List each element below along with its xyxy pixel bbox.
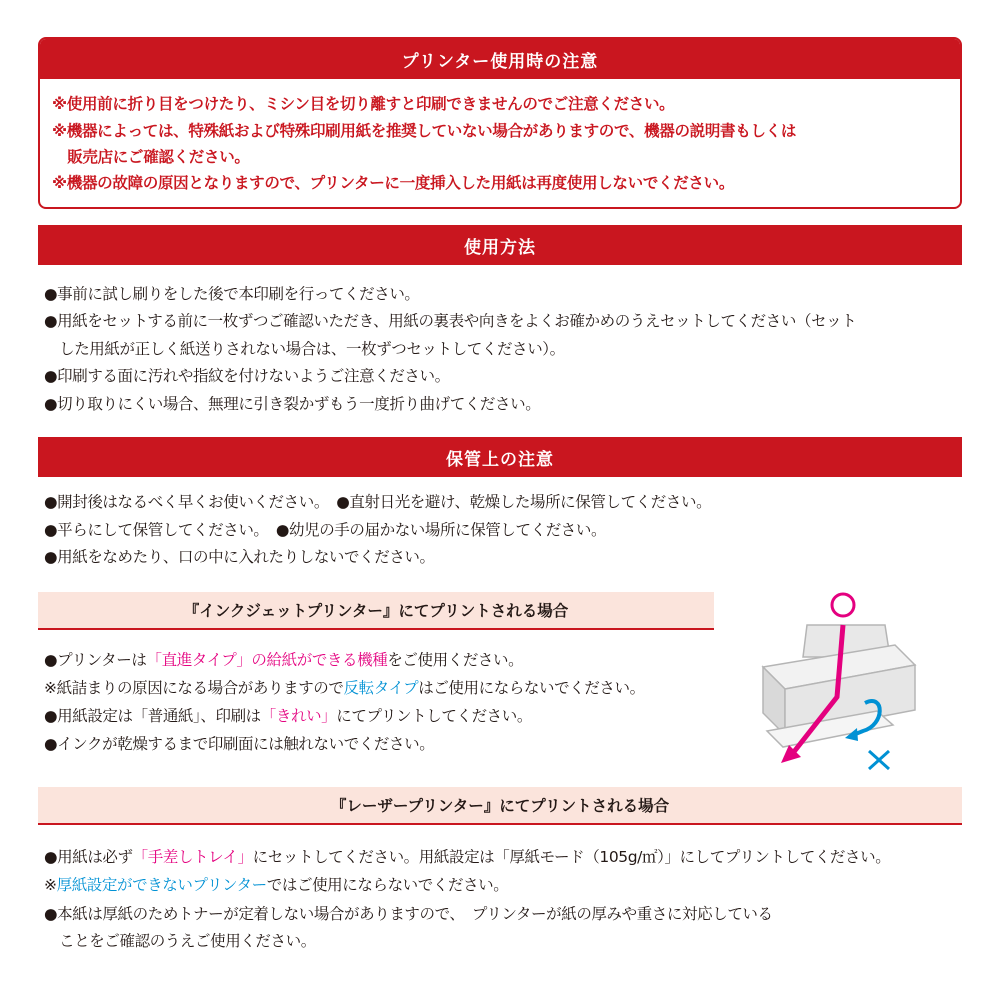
storage-line: ●平らにして保管してください。 ●幼児の手の届かない場所に保管してください。 <box>44 521 607 539</box>
usage-line: ●用紙をセットする前に一枚ずつご確認いただき、用紙の裏表や向きをよくお確かめのうえセットしてください（セット <box>44 312 857 330</box>
cross-ng-icon <box>869 751 889 769</box>
laser-line-3: ●本紙は厚紙のためトナーが定着しない場合がありますので、 プリンターが紙の厚みや重さに対応している <box>44 905 773 923</box>
laser-line-1-a: ●用紙は必ず <box>44 848 133 866</box>
inkjet-line-1-b: 「直進タイプ」の給紙ができる機種 <box>146 651 388 669</box>
usage-line: ●印刷する面に汚れや指紋を付けないようご注意ください。 <box>44 367 450 385</box>
laser-line-2-c: ではご使用にならないでください。 <box>266 876 509 894</box>
inkjet-line-2-b: 反転タイプ <box>343 679 419 697</box>
inkjet-line-2-a: ※紙詰まりの原因になる場合がありますので <box>44 679 344 697</box>
inkjet-line-1-c: をご使用ください。 <box>387 651 524 669</box>
caution-line: ※使用前に折り目をつけたり、ミシン目を切り離すと印刷できませんのでご注意ください。 <box>52 95 675 113</box>
caution-box <box>38 37 962 209</box>
usage-line: した用紙が正しく紙送りされない場合は、一枚ずつセットしてください）。 <box>44 340 565 358</box>
caution-line: ※機器の故障の原因となりますので、プリンターに一度挿入した用紙は再度使用しないでください。 <box>52 174 735 192</box>
laser-line-1-b: 「手差しトレイ」 <box>132 848 253 866</box>
inkjet-line-3-b: 「きれい」 <box>260 707 337 725</box>
inkjet-line-1-a: ●プリンターは <box>44 651 147 669</box>
circle-ok-icon <box>832 594 854 616</box>
laser-line-4: ことをご確認のうえご使用ください。 <box>44 932 316 950</box>
storage-line: ●開封後はなるべく早くお使いください。 ●直射日光を避け、乾燥した場所に保管してください。 <box>44 493 712 511</box>
caution-title: プリンター使用時の注意 <box>40 39 960 79</box>
printer-illustration <box>745 585 925 775</box>
usage-line: ●事前に試し刷りをした後で本印刷を行ってください。 <box>44 285 420 303</box>
inkjet-line-1 <box>44 648 523 670</box>
laser-title: 『レーザープリンター』にてプリントされる場合 <box>38 787 962 825</box>
caution-line: ※機器によっては、特殊紙および特殊印刷用紙を推奨していない場合がありますので、機器の説明書もしくは <box>52 122 797 140</box>
laser-line-1 <box>44 845 890 867</box>
inkjet-line-3 <box>44 704 532 726</box>
usage-title: 使用方法 <box>38 225 962 265</box>
usage-line: ●切り取りにくい場合、無理に引き裂かずもう一度折り曲げてください。 <box>44 395 541 413</box>
inkjet-line-2-c: はご使用にならないでください。 <box>418 679 645 697</box>
laser-line-1-c: にセットしてください。用紙設定は「厚紙モード（105g/㎡）」にしてプリントしてください。 <box>252 848 891 866</box>
storage-title: 保管上の注意 <box>38 437 962 477</box>
caution-line: 販売店にご確認ください。 <box>52 148 250 166</box>
laser-line-2-a: ※ <box>44 876 57 894</box>
laser-line-2-b: 厚紙設定ができないプリンター <box>56 876 267 894</box>
inkjet-line-3-c: にてプリントしてください。 <box>336 707 532 725</box>
inkjet-line-4: ●インクが乾燥するまで印刷面には触れないでください。 <box>44 735 435 753</box>
storage-line: ●用紙をなめたり、口の中に入れたりしないでください。 <box>44 548 435 566</box>
inkjet-line-2 <box>44 676 645 698</box>
inkjet-line-3-a: ●用紙設定は「普通紙」、印刷は <box>44 707 261 725</box>
laser-line-2 <box>44 873 508 895</box>
inkjet-title: 『インクジェットプリンター』にてプリントされる場合 <box>38 592 714 630</box>
